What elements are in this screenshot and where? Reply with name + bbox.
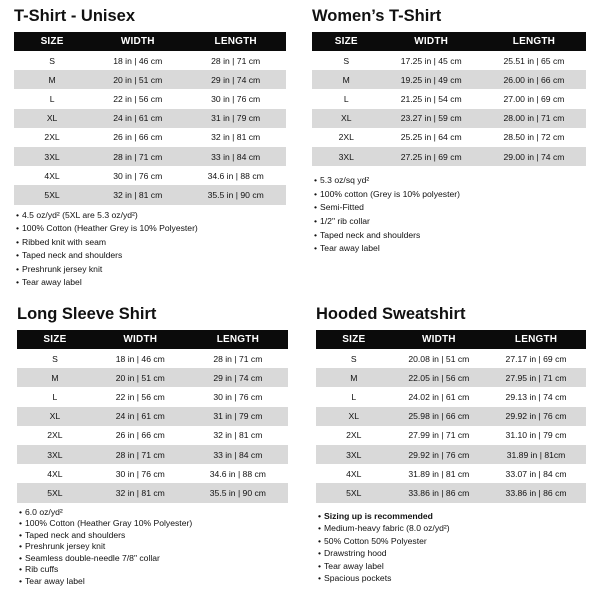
width-cell: 18 in | 46 cm xyxy=(113,55,163,66)
table-header-row xyxy=(312,32,586,51)
table-row xyxy=(17,349,288,368)
feature-item: • 1/2" rib collar xyxy=(314,215,586,229)
feature-item: • Medium-heavy fabric (8.0 oz/yd²) xyxy=(318,522,586,535)
feature-list xyxy=(16,209,286,291)
size-header: SIZE xyxy=(17,330,93,349)
length-cell: 34.6 in | 88 cm xyxy=(209,468,266,479)
width-cell: 25.98 in | 66 cm xyxy=(392,407,487,426)
length-cell: 27.95 in | 71 cm xyxy=(486,368,586,387)
table-row xyxy=(316,407,586,426)
feature-item: • 100% Cotton (Heather Grey is 10% Polyester) xyxy=(16,222,286,236)
table-row xyxy=(17,387,288,406)
size-cell: L xyxy=(52,391,58,402)
size-cell: M xyxy=(312,70,381,89)
table-row xyxy=(316,368,586,387)
length-cell: 31.89 in | 81cm xyxy=(486,445,586,464)
table-row xyxy=(312,109,586,128)
size-cell: XL xyxy=(316,407,392,426)
length-cell: 29.92 in | 76 cm xyxy=(486,407,586,426)
size-cell: S xyxy=(343,55,350,66)
table-row xyxy=(17,407,288,426)
width-cell: 24 in | 61 cm xyxy=(90,109,185,128)
length-cell: 30 in | 76 cm xyxy=(211,93,261,104)
size-cell: S xyxy=(49,55,55,66)
tshirt-unisex-section xyxy=(14,6,286,290)
length-cell: 29.13 in | 74 cm xyxy=(505,391,567,402)
size-cell: 2XL xyxy=(44,132,60,143)
size-cell: L xyxy=(49,93,55,104)
length-header: LENGTH xyxy=(185,32,286,51)
length-cell: 33 in | 84 cm xyxy=(185,147,286,166)
feature-item: • Preshrunk jersey knit xyxy=(16,263,286,277)
length-cell: 35.5 in | 90 cm xyxy=(188,483,288,502)
size-cell: 5XL xyxy=(17,483,93,502)
feature-item: • Seamless double-needle 7/8" collar xyxy=(19,553,288,565)
hooded-sweatshirt-section xyxy=(316,304,586,585)
length-cell: 29 in | 74 cm xyxy=(185,70,286,89)
width-cell: 20 in | 51 cm xyxy=(90,70,185,89)
length-header: LENGTH xyxy=(188,330,288,349)
table-row xyxy=(17,483,288,502)
table-row xyxy=(17,426,288,445)
feature-item: • 5.3 oz/sq yd² xyxy=(314,174,586,188)
size-cell: XL xyxy=(17,407,93,426)
size-table xyxy=(14,32,286,205)
width-cell: 31.89 in | 81 cm xyxy=(408,468,470,479)
length-cell: 33 in | 84 cm xyxy=(188,445,288,464)
feature-list xyxy=(314,174,586,256)
section-title: T-Shirt - Unisex xyxy=(14,7,136,25)
length-cell: 31 in | 79 cm xyxy=(188,407,288,426)
length-cell: 29 in | 74 cm xyxy=(188,368,288,387)
size-cell: 2XL xyxy=(47,430,63,441)
feature-item: • Taped neck and shoulders xyxy=(19,530,288,542)
width-cell: 21.25 in | 54 cm xyxy=(400,93,462,104)
table-row xyxy=(17,445,288,464)
long-sleeve-section xyxy=(17,304,288,588)
womens-tshirt-section xyxy=(312,6,586,256)
table-row xyxy=(14,51,286,70)
width-header: WIDTH xyxy=(381,32,482,51)
table-row xyxy=(14,147,286,166)
width-cell: 18 in | 46 cm xyxy=(115,353,165,364)
size-cell: 4XL xyxy=(346,468,362,479)
feature-item: • Sizing up is recommended xyxy=(318,510,586,523)
table-row xyxy=(316,426,586,445)
length-cell: 30 in | 76 cm xyxy=(213,391,263,402)
table-row xyxy=(17,368,288,387)
length-cell: 28 in | 71 cm xyxy=(211,55,261,66)
length-cell: 28.50 in | 72 cm xyxy=(503,132,565,143)
width-cell: 27.99 in | 71 cm xyxy=(408,430,470,441)
length-header: LENGTH xyxy=(486,330,586,349)
size-header: SIZE xyxy=(312,32,381,51)
feature-item: • Preshrunk jersey knit xyxy=(19,541,288,553)
table-row xyxy=(17,464,288,483)
size-cell: M xyxy=(316,368,392,387)
size-cell: 3XL xyxy=(14,147,90,166)
size-cell: 2XL xyxy=(338,132,354,143)
size-cell: 3XL xyxy=(17,445,93,464)
width-cell: 25.25 in | 64 cm xyxy=(400,132,462,143)
feature-item: • 6.0 oz/yd² xyxy=(19,507,288,519)
size-cell: S xyxy=(350,353,357,364)
feature-item: • Semi-Fitted xyxy=(314,201,586,215)
feature-item: • Tear away label xyxy=(16,276,286,290)
section-title: Women’s T-Shirt xyxy=(312,7,442,25)
width-cell: 20.08 in | 51 cm xyxy=(408,353,470,364)
table-row xyxy=(316,483,586,502)
feature-item: • 100% Cotton (Heather Gray 10% Polyester) xyxy=(19,518,288,530)
size-cell: 5XL xyxy=(14,185,90,204)
size-cell: L xyxy=(351,391,357,402)
feature-item: • 100% cotton (Grey is 10% polyester) xyxy=(314,188,586,202)
size-table xyxy=(17,330,288,503)
size-cell: 5XL xyxy=(316,483,392,502)
table-row xyxy=(312,89,586,108)
size-cell: 3XL xyxy=(312,147,381,166)
length-cell: 34.6 in | 88 cm xyxy=(207,170,264,181)
length-cell: 33.07 in | 84 cm xyxy=(505,468,567,479)
feature-item: • 4.5 oz/yd² (5XL are 5.3 oz/yd²) xyxy=(16,209,286,223)
size-cell: 4XL xyxy=(44,170,60,181)
table-row xyxy=(316,445,586,464)
width-cell: 22.05 in | 56 cm xyxy=(392,368,487,387)
feature-item: • Tear away label xyxy=(318,560,586,573)
length-cell: 31.10 in | 79 cm xyxy=(505,430,567,441)
width-cell: 33.86 in | 86 cm xyxy=(392,483,487,502)
table-header-row xyxy=(316,330,586,349)
width-cell: 20 in | 51 cm xyxy=(93,368,188,387)
size-cell: L xyxy=(343,93,349,104)
feature-item: • Taped neck and shoulders xyxy=(314,229,586,243)
size-cell: 2XL xyxy=(346,430,362,441)
width-cell: 32 in | 81 cm xyxy=(93,483,188,502)
length-cell: 31 in | 79 cm xyxy=(185,109,286,128)
feature-list xyxy=(318,510,586,586)
table-row xyxy=(14,70,286,89)
size-cell: XL xyxy=(14,109,90,128)
width-cell: 30 in | 76 cm xyxy=(115,468,165,479)
table-row xyxy=(14,185,286,204)
feature-item: • Spacious pockets xyxy=(318,572,586,585)
size-cell: 3XL xyxy=(316,445,392,464)
length-cell: 32 in | 81 cm xyxy=(213,430,263,441)
length-cell: 28.00 in | 71 cm xyxy=(482,109,586,128)
size-cell: 4XL xyxy=(47,468,63,479)
table-row xyxy=(14,109,286,128)
width-cell: 28 in | 71 cm xyxy=(93,445,188,464)
table-row xyxy=(14,89,286,108)
feature-item: • Taped neck and shoulders xyxy=(16,249,286,263)
width-cell: 28 in | 71 cm xyxy=(90,147,185,166)
table-row xyxy=(316,387,586,406)
feature-item: • Rib cuffs xyxy=(19,564,288,576)
feature-item: • Drawstring hood xyxy=(318,547,586,560)
length-header: LENGTH xyxy=(482,32,586,51)
size-cell: XL xyxy=(312,109,381,128)
feature-item: • Ribbed knit with seam xyxy=(16,236,286,250)
length-cell: 32 in | 81 cm xyxy=(211,132,261,143)
table-row xyxy=(14,128,286,147)
section-title: Long Sleeve Shirt xyxy=(17,305,157,323)
width-cell: 27.25 in | 69 cm xyxy=(381,147,482,166)
feature-item: • Tear away label xyxy=(314,242,586,256)
length-cell: 28 in | 71 cm xyxy=(213,353,263,364)
width-cell: 19.25 in | 49 cm xyxy=(381,70,482,89)
width-cell: 24 in | 61 cm xyxy=(93,407,188,426)
feature-item: • Tear away label xyxy=(19,576,288,588)
size-cell: M xyxy=(14,70,90,89)
width-cell: 22 in | 56 cm xyxy=(113,93,163,104)
size-table xyxy=(312,32,586,166)
table-header-row xyxy=(14,32,286,51)
width-cell: 26 in | 66 cm xyxy=(113,132,163,143)
table-row xyxy=(316,464,586,483)
table-row xyxy=(312,128,586,147)
width-cell: 29.92 in | 76 cm xyxy=(392,445,487,464)
table-row xyxy=(312,51,586,70)
section-title: Hooded Sweatshirt xyxy=(316,305,466,323)
length-cell: 26.00 in | 66 cm xyxy=(482,70,586,89)
feature-item: • 50% Cotton 50% Polyester xyxy=(318,535,586,548)
width-cell: 30 in | 76 cm xyxy=(113,170,163,181)
feature-list xyxy=(19,507,288,588)
table-row xyxy=(312,70,586,89)
length-cell: 27.00 in | 69 cm xyxy=(503,93,565,104)
size-cell: M xyxy=(17,368,93,387)
length-cell: 33.86 in | 86 cm xyxy=(486,483,586,502)
size-cell: S xyxy=(52,353,58,364)
length-cell: 29.00 in | 74 cm xyxy=(482,147,586,166)
size-table xyxy=(316,330,586,503)
table-row xyxy=(312,147,586,166)
size-header: SIZE xyxy=(14,32,90,51)
width-cell: 24.02 in | 61 cm xyxy=(408,391,470,402)
width-cell: 32 in | 81 cm xyxy=(90,185,185,204)
width-cell: 17.25 in | 45 cm xyxy=(400,55,462,66)
table-header-row xyxy=(17,330,288,349)
length-cell: 27.17 in | 69 cm xyxy=(505,353,567,364)
width-header: WIDTH xyxy=(90,32,185,51)
length-cell: 35.5 in | 90 cm xyxy=(185,185,286,204)
width-header: WIDTH xyxy=(392,330,487,349)
size-header: SIZE xyxy=(316,330,392,349)
width-header: WIDTH xyxy=(93,330,188,349)
width-cell: 23.27 in | 59 cm xyxy=(381,109,482,128)
width-cell: 22 in | 56 cm xyxy=(115,391,165,402)
table-row xyxy=(14,166,286,185)
width-cell: 26 in | 66 cm xyxy=(115,430,165,441)
length-cell: 25.51 in | 65 cm xyxy=(503,55,565,66)
table-row xyxy=(316,349,586,368)
